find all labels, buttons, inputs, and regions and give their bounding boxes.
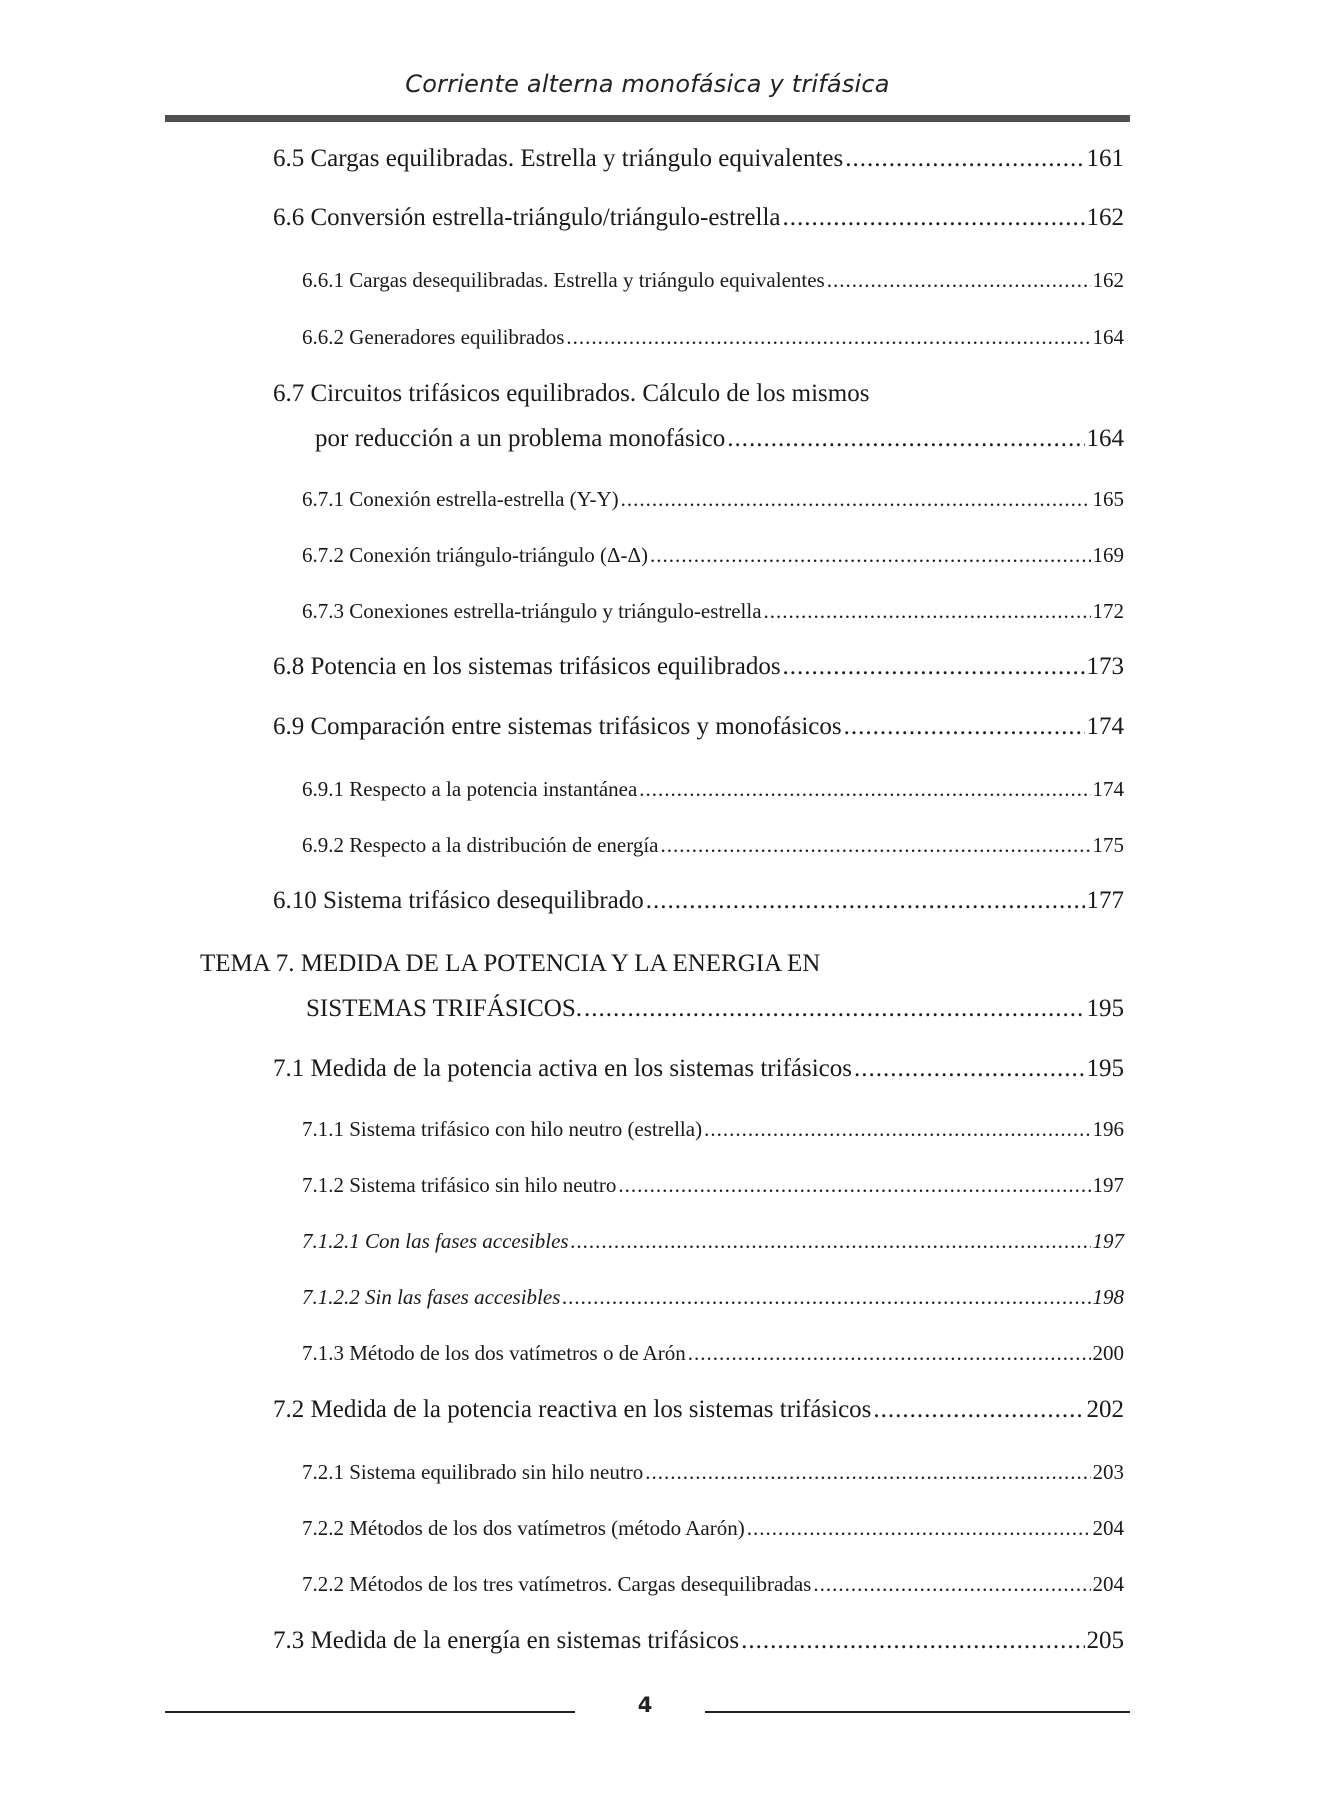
footer-rule-left (165, 1711, 575, 1713)
toc-entry[interactable] (273, 1627, 1124, 1655)
toc-entry-title: 6.7.3 Conexiones estrella-triángulo y triángulo-estrella (302, 599, 762, 623)
toc-entry-page: 197 (1092, 1229, 1124, 1253)
toc-entry-page: 162 (1086, 204, 1124, 231)
toc-entry[interactable] (302, 1117, 1124, 1142)
toc-entry-page: 203 (1092, 1460, 1124, 1484)
dot-leader (845, 145, 1084, 173)
toc-entry-page: 197 (1092, 1173, 1124, 1197)
toc-entry-title: 6.10 Sistema trifásico desequilibrado (273, 887, 644, 914)
dot-leader (566, 325, 1090, 350)
toc-entry-page: 174 (1092, 777, 1124, 801)
toc-entry[interactable] (273, 653, 1124, 681)
toc-entry[interactable] (273, 1396, 1124, 1424)
toc-entry[interactable] (273, 204, 1124, 232)
toc-entry-page: 162 (1092, 268, 1124, 292)
toc-entry-page: 169 (1092, 543, 1124, 567)
toc-entry-page: 202 (1086, 1396, 1124, 1423)
toc-entry[interactable] (302, 1460, 1124, 1485)
toc-entry-page: 204 (1092, 1516, 1124, 1540)
toc-entry-title: 7.1.3 Método de los dos vatímetros o de Arón (302, 1341, 686, 1365)
toc-entry[interactable] (273, 145, 1124, 173)
footer-rule-right (705, 1711, 1130, 1713)
toc-entry-title: 6.7.1 Conexión estrella-estrella (Y-Y) (302, 487, 619, 511)
toc-entry[interactable] (302, 543, 1124, 568)
toc-entry-title: 7.1.2.1 Con las fases accesibles (302, 1229, 569, 1253)
toc-entry-page: 198 (1092, 1285, 1124, 1309)
toc-entry-page: 173 (1086, 653, 1124, 680)
toc-entry[interactable] (302, 1285, 1124, 1310)
toc-entry[interactable] (302, 777, 1124, 802)
toc-entry-page: 177 (1086, 887, 1124, 914)
toc-entry-title: 7.2 Medida de la potencia reactiva en los sistemas trifásicos (273, 1396, 872, 1423)
toc-entry-title: 6.9 Comparación entre sistemas trifásicos y monofásicos (273, 713, 842, 740)
toc-entry[interactable] (302, 1173, 1124, 1198)
toc-entry-title: 6.6.2 Generadores equilibrados (302, 325, 565, 349)
toc-entry-title: 7.3 Medida de la energía en sistemas trifásicos (273, 1627, 740, 1654)
toc-entry-page: 161 (1086, 145, 1124, 172)
toc-entry-title: 6.5 Cargas equilibradas. Estrella y triángulo equivalentes (273, 145, 844, 172)
toc-entry-page: 205 (1086, 1627, 1124, 1654)
toc-entry[interactable] (302, 1572, 1124, 1597)
dot-leader (854, 1055, 1085, 1083)
chapter-title-line1: TEMA 7. MEDIDA DE LA POTENCIA Y LA ENERGIA EN (200, 950, 821, 977)
toc-entry-title: 6.9.2 Respecto a la distribución de energía (302, 833, 659, 857)
dot-leader (618, 1173, 1090, 1198)
dot-leader (688, 1341, 1091, 1366)
toc-entry-page: 165 (1092, 487, 1124, 511)
toc-entry[interactable] (302, 599, 1124, 624)
toc-entry-title: 7.1.2.2 Sin las fases accesibles (302, 1285, 561, 1309)
toc-entry-title: 7.2.1 Sistema equilibrado sin hilo neutro (302, 1460, 644, 1484)
toc-entry-page: 164 (1092, 325, 1124, 349)
page-number: 4 (637, 1693, 653, 1717)
toc-entry[interactable] (302, 268, 1124, 293)
toc-entry-page: 164 (1086, 425, 1124, 452)
toc-entry-title: 6.8 Potencia en los sistemas trifásicos equilibrados (273, 653, 781, 680)
dot-leader (727, 425, 1084, 453)
running-header: Corriente alterna monofásica y trifásica (405, 70, 890, 98)
toc-entry-title: 7.1.2 Sistema trifásico sin hilo neutro (302, 1173, 617, 1197)
toc-entry-page: 174 (1086, 713, 1124, 740)
dot-leader (646, 887, 1085, 915)
toc-entry-title: 6.7.2 Conexión triángulo-triángulo (Δ-Δ) (302, 543, 649, 567)
toc-entry-page: 195 (1086, 1055, 1124, 1082)
toc-entry-title: 7.2.2 Métodos de los dos vatímetros (método Aarón) (302, 1516, 745, 1540)
dot-leader (813, 1572, 1090, 1597)
toc-entry-title: 7.1 Medida de la potencia activa en los sistemas trifásicos (273, 1055, 852, 1082)
dot-leader (621, 487, 1091, 512)
dot-leader (650, 543, 1090, 568)
toc-entry[interactable] (273, 713, 1124, 741)
dot-leader (639, 777, 1090, 802)
dot-leader (584, 995, 1084, 1023)
toc-entry[interactable] (302, 487, 1124, 512)
dot-leader (747, 1516, 1091, 1541)
dot-leader (645, 1460, 1090, 1485)
dot-leader (704, 1117, 1090, 1142)
toc-entry-title: 6.9.1 Respecto a la potencia instantánea (302, 777, 638, 801)
toc-entry[interactable] (302, 325, 1124, 350)
dot-leader (844, 713, 1085, 741)
toc-entry-page: 175 (1092, 833, 1124, 857)
toc-entry[interactable] (273, 1055, 1124, 1083)
toc-entry-page: 172 (1092, 599, 1124, 623)
toc-entry[interactable] (302, 1229, 1124, 1254)
toc-entry-title: 6.6.1 Cargas desequilibradas. Estrella y triángulo equivalentes (302, 268, 825, 292)
toc-entry-title: 6.6 Conversión estrella-triángulo/triángulo-estrella (273, 204, 781, 231)
toc-entry[interactable] (273, 887, 1124, 915)
dot-leader (873, 1396, 1084, 1424)
dot-leader (783, 653, 1085, 681)
toc-entry-title: por reducción a un problema monofásico (315, 425, 726, 452)
toc-entry[interactable] (302, 1341, 1124, 1366)
dot-leader (764, 599, 1091, 624)
toc-entry-page: 204 (1092, 1572, 1124, 1596)
toc-entry-title: SISTEMAS TRIFÁSICOS. (306, 995, 583, 1022)
toc-entry-title: 7.1.1 Sistema trifásico con hilo neutro (estrella) (302, 1117, 703, 1141)
toc-entry-title: 7.2.2 Métodos de los tres vatímetros. Cargas desequilibradas (302, 1572, 812, 1596)
dot-leader (571, 1229, 1091, 1254)
toc-entry[interactable] (302, 1516, 1124, 1541)
dot-leader (827, 268, 1091, 293)
dot-leader (562, 1285, 1090, 1310)
toc-chapter-entry[interactable] (306, 995, 1124, 1023)
toc-entry-title-line1: 6.7 Circuitos trifásicos equilibrados. Cálculo de los mismos (273, 380, 870, 407)
dot-leader (661, 833, 1091, 858)
toc-entry[interactable] (302, 833, 1124, 858)
dot-leader (741, 1627, 1084, 1655)
toc-entry-page: 195 (1086, 995, 1124, 1022)
toc-entry-page: 200 (1092, 1341, 1124, 1365)
toc-entry-page: 196 (1092, 1117, 1124, 1141)
dot-leader (783, 204, 1085, 232)
toc-entry[interactable] (315, 425, 1124, 453)
